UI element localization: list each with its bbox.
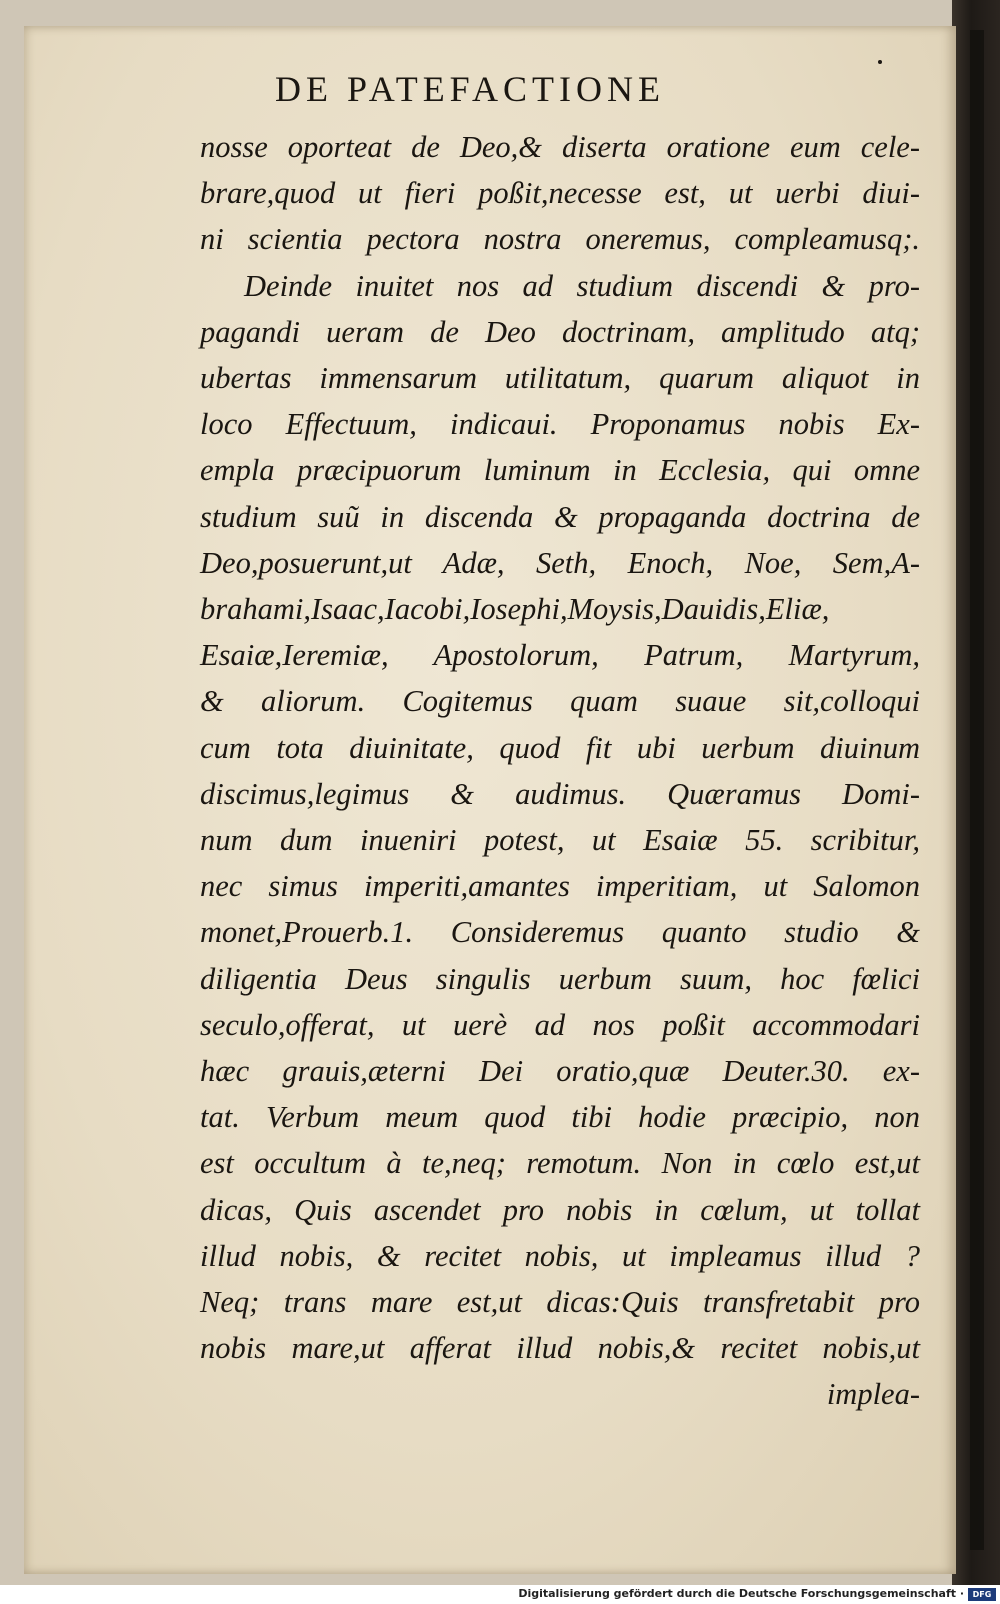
running-head-text: DE PATEFACTIONE — [274, 69, 666, 109]
text-line: loco Effectuum, indicaui. Proponamus nobis Ex- — [200, 407, 920, 442]
text-line: Deo,posuerunt,ut Adæ, Seth, Enoch, Noe, Sem,A- — [200, 545, 920, 580]
book-edge — [952, 0, 1000, 1585]
text-line: ubertas immensarum utilitatum, quarum aliquot in — [200, 361, 920, 396]
footer-bar — [0, 1585, 1000, 1604]
funding-credit: Digitalisierung gefördert durch die Deutsche Forschungsgemeinschaft · — [518, 1587, 964, 1600]
catchword: implea- — [826, 1377, 920, 1412]
text-line: seculo,offerat, ut uerè ad nos poßit accommodari — [200, 1007, 920, 1042]
book-edge-shadow — [970, 30, 984, 1550]
text-line: monet,Prouerb.1. Consideremus quanto studio & — [200, 915, 920, 950]
text-line: est occultum à te,neq; remotum. Non in cœlo est,ut — [200, 1146, 920, 1181]
text-line: hæc grauis,æterni Dei oratio,quæ Deuter.30. ex- — [200, 1054, 920, 1089]
text-line: num dum inueniri potest, ut Esaiæ 55. scribitur, — [200, 823, 920, 858]
text-line: & aliorum. Cogitemus quam suaue sit,colloqui — [200, 684, 920, 719]
text-line: empla præcipuorum luminum in Ecclesia, qui omne — [200, 453, 920, 488]
text-line: brahami,Isaac,Iacobi,Iosephi,Moysis,Dauidis,Eliæ, — [200, 592, 830, 627]
text-line: Deinde inuitet nos ad studium discendi & pro- — [244, 268, 920, 303]
text-line: brare,quod ut fieri poßit,necesse est, ut uerbi diui- — [200, 176, 920, 211]
ink-dot — [878, 60, 882, 64]
text-line: studium suũ in discenda & propaganda doctrina de — [200, 499, 920, 534]
text-line: nosse oporteat de Deo,& diserta oratione eum cele- — [200, 130, 920, 164]
body-text — [200, 124, 920, 1418]
text-line: illud nobis, & recitet nobis, ut impleamus illud ? — [200, 1238, 920, 1273]
text-line: discimus,legimus & audimus. Quæramus Domi- — [200, 776, 920, 811]
text-line: nec simus imperiti,amantes imperitiam, ut Salomon — [200, 869, 920, 904]
text-line: Esaiæ,Ieremiæ, Apostolorum, Patrum, Martyrum, — [200, 638, 920, 673]
text-line: tat. Verbum meum quod tibi hodie præcipio, non — [200, 1100, 920, 1135]
text-line: pagandi ueram de Deo doctrinam, amplitudo atq; — [200, 314, 920, 349]
text-line: dicas, Quis ascendet pro nobis in cœlum, ut tollat — [200, 1192, 920, 1227]
text-line: nobis mare,ut afferat illud nobis,& recitet nobis,ut — [200, 1331, 920, 1366]
text-line: diligentia Deus singulis uerbum suum, hoc fœlici — [200, 961, 920, 996]
text-line: ni scientia pectora nostra oneremus, compleamusq;. — [200, 222, 920, 257]
text-line: Neq; trans mare est,ut dicas:Quis transfretabit pro — [200, 1285, 920, 1320]
dfg-logo-icon: DFG — [968, 1588, 996, 1601]
running-head — [24, 68, 956, 110]
text-line: cum tota diuinitate, quod fit ubi uerbum diuinum — [200, 730, 920, 765]
book-page — [24, 26, 956, 1574]
